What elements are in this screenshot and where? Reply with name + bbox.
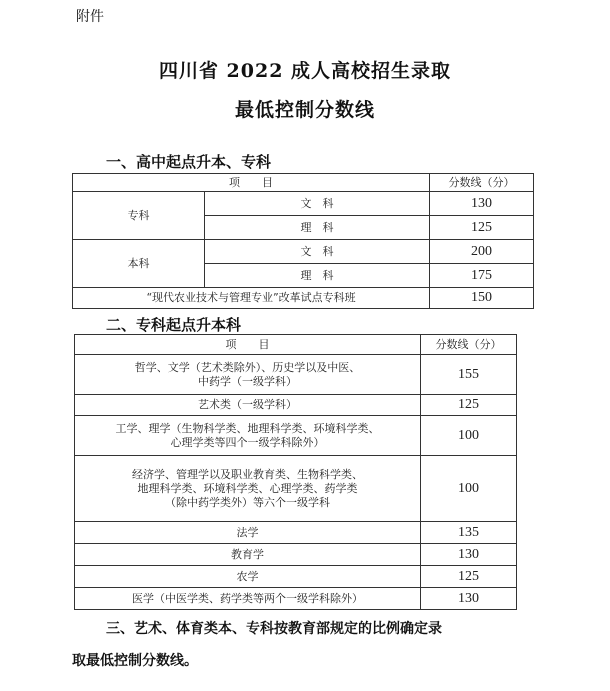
table-row: [73, 192, 534, 216]
table-row: [73, 288, 534, 309]
score-cell: 125: [430, 216, 534, 240]
table-header-row: [75, 335, 517, 355]
group-name: 专科: [73, 192, 205, 240]
score-cell: 130: [421, 544, 517, 566]
subject-cell: 理 科: [205, 216, 430, 240]
subject-cell: [75, 588, 421, 610]
page-subtitle: 最低控制分数线: [234, 99, 375, 121]
section1-heading: 一、高中起点升本、专科: [106, 153, 272, 171]
section2-heading: 二、专科起点升本科: [106, 316, 242, 334]
table-junior-college-start: [74, 334, 517, 610]
score-cell: 150: [430, 288, 534, 309]
table-row: [75, 456, 517, 522]
subject-cell: [75, 416, 421, 456]
header-score: 分数线（分）: [421, 335, 517, 355]
subject-line: 教育学: [231, 547, 264, 561]
subject-cell: 文 科: [205, 192, 430, 216]
score-cell: 200: [430, 240, 534, 264]
subject-cell: [75, 355, 421, 395]
score-cell: 125: [421, 395, 517, 416]
subject-cell: [75, 544, 421, 566]
score-cell: 175: [430, 264, 534, 288]
table-row: [75, 588, 517, 610]
subject-line: 工学、理学（生物科学类、地理科学类、环境科学类、: [115, 421, 380, 435]
table-row: [75, 566, 517, 588]
header-score: 分数线（分）: [430, 174, 534, 192]
subject-line: 经济学、管理学以及职业教育类、生物科学类、: [132, 467, 363, 481]
subject-line: 艺术类（一级学科）: [198, 398, 297, 411]
score-cell: 125: [421, 566, 517, 588]
special-program-cell: “现代农业技术与管理专业”改革试点专科班: [73, 288, 430, 309]
score-cell: 135: [421, 522, 517, 544]
page-title: 四川省 2022 成人高校招生录取: [158, 60, 452, 82]
subject-line: 心理学类等四个一级学科除外）: [170, 435, 325, 449]
table-row: [75, 355, 517, 395]
subject-cell: [75, 522, 421, 544]
table-row: [75, 395, 517, 416]
score-cell: 100: [421, 416, 517, 456]
table-header-row: [73, 174, 534, 192]
footer-line-1: 三、艺术、体育类本、专科按教育部规定的比例确定录: [106, 621, 442, 637]
group-name: 本科: [73, 240, 205, 288]
score-cell: 130: [430, 192, 534, 216]
subject-cell: 文 科: [205, 240, 430, 264]
subject-line: 法学: [236, 525, 259, 539]
subject-line: （除中药学类外）等六个一级学科: [165, 495, 330, 509]
subject-cell: [75, 456, 421, 522]
score-cell: 155: [421, 355, 517, 395]
table-row: [75, 522, 517, 544]
header-item: 项 目: [75, 335, 421, 355]
subject-line: 农学: [236, 569, 259, 583]
table-row: [75, 544, 517, 566]
table-row: [75, 416, 517, 456]
subject-line: 医学（中医学类、药学类等两个一级学科除外）: [132, 591, 363, 605]
subject-line: 地理科学类、环境科学类、心理学类、药学类: [137, 481, 358, 495]
subject-line: 哲学、文学（艺术类除外）、历史学以及中医、: [134, 360, 361, 374]
table-row: [73, 240, 534, 264]
subject-cell: [75, 566, 421, 588]
subject-cell: 理 科: [205, 264, 430, 288]
header-item: 项 目: [73, 174, 430, 192]
attachment-label: 附件: [76, 9, 104, 25]
subject-line: 中药学（一级学科）: [198, 374, 297, 388]
subject-cell: [75, 395, 421, 416]
score-cell: 130: [421, 588, 517, 610]
table-high-school-start: [72, 173, 534, 309]
score-cell: 100: [421, 456, 517, 522]
footer-line-2: 取最低控制分数线。: [72, 653, 198, 669]
